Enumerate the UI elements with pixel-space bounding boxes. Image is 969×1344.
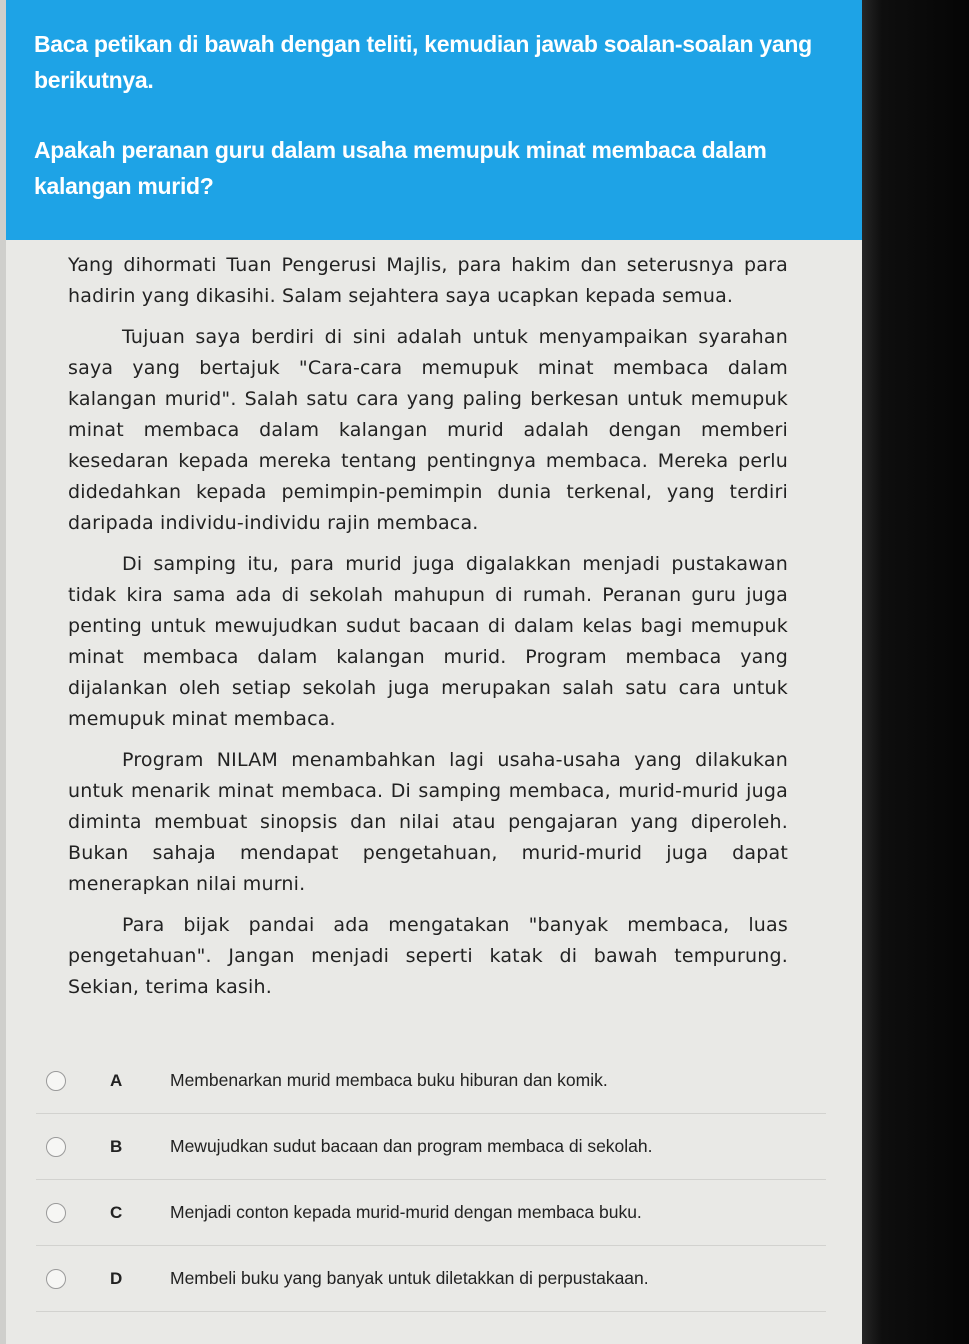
radio-button-icon[interactable] <box>46 1137 66 1157</box>
answer-options <box>36 1048 826 1312</box>
instruction-text: Baca petikan di bawah dengan teliti, kemudian jawab soalan-soalan yang berikutnya. <box>34 31 812 93</box>
question-header <box>6 0 868 240</box>
option-text: Menjadi conton kepada murid-murid dengan membaca buku. <box>170 1202 642 1222</box>
option-letter: D <box>110 1268 123 1288</box>
passage-paragraph-3: Di samping itu, para murid juga digalakkan menjadi pustakawan tidak kira sama ada di sekolah mahupun di rumah. Peranan guru juga penting untuk mewujudkan sudut bacaan di dalam kelas bagi memupuk minat membaca dalam kalangan murid. Program membaca yang dijalankan oleh setiap sekolah juga merupakan salah satu cara untuk memupuk minat membaca. <box>68 553 788 730</box>
option-letter: C <box>110 1202 123 1222</box>
option-letter: A <box>110 1070 123 1090</box>
answer-option-d[interactable] <box>36 1246 826 1312</box>
answer-option-b[interactable] <box>36 1114 826 1180</box>
question-text: Apakah peranan guru dalam usaha memupuk minat membaca dalam kalangan murid? <box>34 137 767 199</box>
radio-button-icon[interactable] <box>46 1269 66 1289</box>
passage-paragraph-1: Yang dihormati Tuan Pengerusi Majlis, para hakim dan seterusnya para hadirin yang dikasihi. Salam sejahtera saya ucapkan kepada semua. <box>68 254 788 307</box>
radio-button-icon[interactable] <box>46 1071 66 1091</box>
passage-paragraph-2: Tujuan saya berdiri di sini adalah untuk menyampaikan syarahan saya yang bertajuk "Cara-cara memupuk minat membaca dalam kalangan murid". Salah satu cara yang paling berkesan untuk memupuk minat membaca dalam kalangan murid adalah dengan memberi kesedaran kepada mereka tentang pentingnya membaca. Mereka perlu didedahkan kepada pemimpin-pemimpin dunia terkenal, yang terdiri daripada individu-individu rajin membaca. <box>68 326 788 534</box>
reading-passage <box>68 250 788 1013</box>
monitor-bezel <box>862 0 969 1344</box>
option-text: Membenarkan murid membaca buku hiburan dan komik. <box>170 1070 608 1090</box>
option-text: Mewujudkan sudut bacaan dan program membaca di sekolah. <box>170 1136 653 1156</box>
radio-button-icon[interactable] <box>46 1203 66 1223</box>
option-text: Membeli buku yang banyak untuk diletakkan di perpustakaan. <box>170 1268 649 1288</box>
passage-paragraph-5: Para bijak pandai ada mengatakan "banyak membaca, luas pengetahuan". Jangan menjadi seperti katak di bawah tempurung. Sekian, terima kasih. <box>68 914 788 998</box>
option-letter: B <box>110 1136 123 1156</box>
passage-paragraph-4: Program NILAM menambahkan lagi usaha-usaha yang dilakukan untuk menarik minat membaca. Di samping membaca, murid-murid juga diminta membuat sinopsis dan nilai atau pengajaran yang diperoleh. Bukan sahaja mendapat pengetahuan, murid-murid juga dapat menerapkan nilai murni. <box>68 749 788 895</box>
answer-option-a[interactable] <box>36 1048 826 1114</box>
answer-option-c[interactable] <box>36 1180 826 1246</box>
